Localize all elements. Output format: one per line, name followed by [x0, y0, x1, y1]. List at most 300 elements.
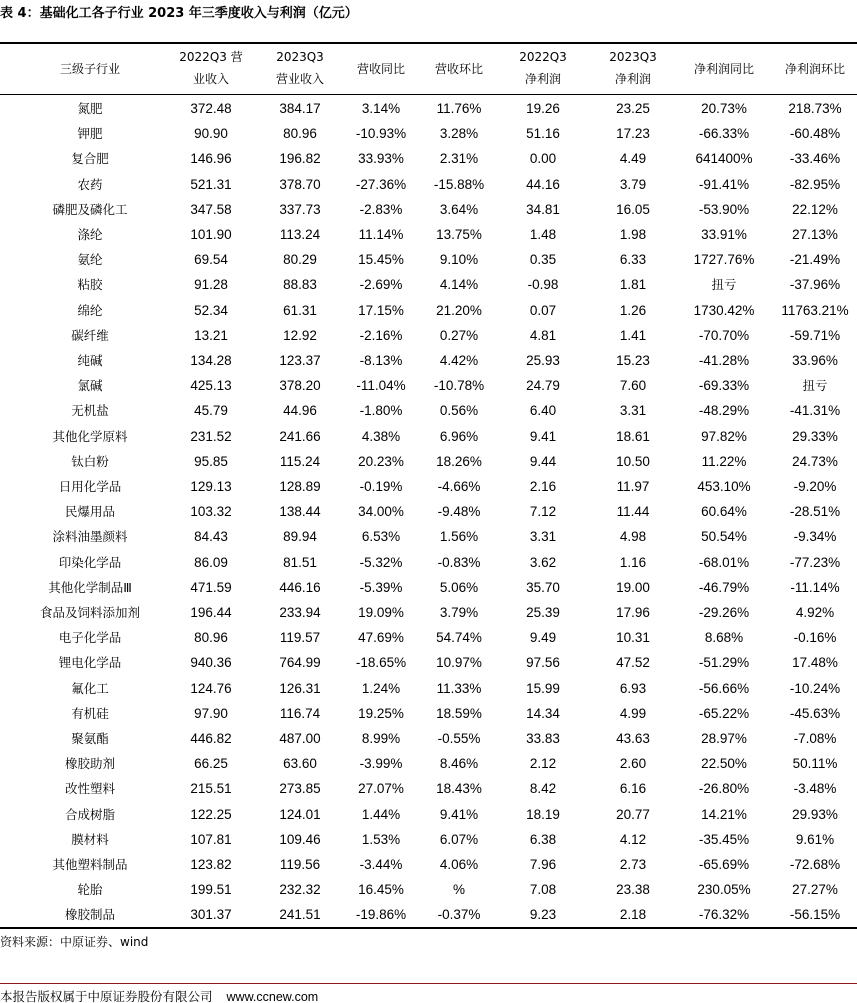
- table-cell: 119.57: [279, 630, 321, 646]
- row-label: 钾肥: [77, 126, 103, 142]
- table-cell: 33.83: [526, 731, 560, 746]
- table-cell: 97.82%: [701, 428, 747, 444]
- table-cell: 97.56: [526, 655, 560, 671]
- table-cell: 8.42: [529, 781, 557, 797]
- table-cell: -11.14%: [790, 579, 840, 595]
- header-cell: [171, 46, 251, 90]
- table-cell: 63.60: [283, 756, 317, 772]
- row-label: 有机硅: [71, 705, 109, 721]
- table-row: [0, 650, 857, 675]
- table-cell: 9.61%: [795, 831, 835, 847]
- table-cell: 15.23: [616, 353, 650, 368]
- table-row: [0, 449, 857, 474]
- table-cell: -5.32%: [359, 554, 403, 570]
- table-cell: 12.92: [283, 327, 317, 343]
- row-label: 日用化学品: [58, 479, 122, 494]
- row-label: 涤纶: [77, 227, 103, 242]
- table-cell: 47.69%: [358, 630, 404, 646]
- table-cell: -45.63%: [789, 705, 841, 721]
- table-cell: 19.09%: [358, 605, 404, 620]
- table-cell: 9.49: [529, 630, 557, 646]
- table-cell: 22.50%: [701, 756, 747, 772]
- table-cell: 126.31: [279, 680, 321, 696]
- table-cell: 34.00%: [358, 504, 404, 520]
- table-cell: 27.27%: [792, 882, 838, 898]
- table-cell: 1.48: [529, 227, 557, 242]
- row-label: 民爆用品: [64, 504, 115, 520]
- header-line-2: 净利润: [614, 72, 651, 86]
- table-cell: 103.32: [190, 504, 232, 520]
- header-line-1: 2022Q3: [519, 50, 567, 64]
- table-cell: 1.53%: [361, 831, 401, 847]
- table-cell: 241.66: [279, 428, 321, 444]
- table-cell: 66.25: [194, 756, 228, 772]
- table-cell: 138.44: [279, 504, 321, 520]
- table-cell: 6.93: [619, 680, 647, 696]
- table-cell: 54.74%: [436, 630, 482, 646]
- row-label: 纯碱: [77, 353, 103, 368]
- table-cell: -56.15%: [789, 907, 841, 923]
- table-cell: 9.41: [529, 428, 557, 444]
- table-cell: 123.82: [190, 857, 232, 872]
- table-cell: -46.79%: [698, 579, 750, 595]
- table-cell: 34.81: [526, 201, 560, 217]
- table-cell: 1.24%: [361, 680, 401, 696]
- table-cell: 9.41%: [439, 806, 479, 822]
- table-cell: -0.37%: [437, 907, 481, 923]
- table-cell: 84.43: [194, 529, 228, 545]
- table-cell: 28.97%: [701, 731, 747, 746]
- table-cell: 109.46: [279, 831, 321, 847]
- header-line-1: 2022Q3 营: [179, 50, 243, 64]
- table-cell: 90.90: [194, 126, 228, 142]
- table-cell: 16.45%: [358, 882, 404, 898]
- table-row: [0, 373, 857, 398]
- table-cell: 9.10%: [439, 252, 479, 268]
- table-cell: -5.39%: [359, 579, 403, 595]
- header-line-2: 业收入: [192, 72, 229, 86]
- table-cell: 27.07%: [358, 781, 404, 797]
- table-cell: 33.91%: [701, 227, 747, 242]
- table-cell: -9.20%: [793, 479, 837, 494]
- table-cell: 4.38%: [361, 428, 401, 444]
- table-cell: -15.88%: [433, 176, 485, 192]
- table-cell: -2.83%: [359, 201, 403, 217]
- table-cell: 11.33%: [436, 680, 482, 696]
- header-line-1: 2023Q3: [609, 50, 657, 64]
- table-row: [0, 802, 857, 827]
- table-cell: 116.74: [279, 705, 321, 721]
- row-label: 绵纶: [77, 302, 103, 318]
- table-cell: 61.31: [283, 302, 317, 318]
- row-label: 橡胶助剂: [64, 756, 115, 772]
- table-cell: -70.70%: [698, 327, 750, 343]
- table-cell: 18.19: [526, 806, 560, 822]
- table-cell: -35.45%: [698, 831, 750, 847]
- table-cell: 17.48%: [792, 655, 838, 671]
- row-label: 膜材料: [71, 831, 109, 847]
- table-cell: 378.20: [279, 378, 321, 394]
- table-cell: -18.65%: [355, 655, 407, 671]
- table-cell: 29.33%: [792, 428, 838, 444]
- table-cell: 7.12: [529, 504, 557, 520]
- table-cell: 9.23: [529, 907, 557, 923]
- table-cell: 2.60: [619, 756, 647, 772]
- table-cell: 233.94: [279, 605, 321, 620]
- table-cell: -3.44%: [359, 857, 403, 872]
- table-cell: 2.73: [619, 857, 647, 872]
- table-cell: 1.44%: [361, 806, 401, 822]
- table-cell: 124.76: [190, 680, 232, 696]
- row-label: 氯碱: [77, 378, 103, 394]
- table-row: [0, 398, 857, 423]
- table-cell: 425.13: [190, 378, 232, 394]
- table-cell: -11.04%: [356, 378, 406, 394]
- table-cell: 11.44: [616, 504, 650, 520]
- table-cell: 51.16: [526, 126, 560, 142]
- table-cell: 4.81: [529, 327, 557, 343]
- table-cell: 6.40: [529, 403, 557, 419]
- table-cell: 14.34: [526, 705, 560, 721]
- table-cell: 6.16: [619, 781, 647, 797]
- table-cell: 60.64%: [701, 504, 747, 520]
- table-cell: 446.16: [279, 579, 321, 595]
- table-cell: 17.23: [616, 126, 650, 142]
- table-cell: 940.36: [190, 655, 232, 671]
- table-row: [0, 877, 857, 902]
- table-cell: 4.14%: [439, 277, 479, 293]
- table-cell: 471.59: [190, 579, 232, 595]
- table-cell: -10.24%: [789, 680, 841, 696]
- table-cell: 1730.42%: [693, 302, 755, 318]
- table-cell: 24.73%: [792, 453, 838, 469]
- table-cell: 1.81: [619, 277, 647, 293]
- table-row: [0, 424, 857, 449]
- table-cell: 199.51: [190, 882, 232, 898]
- table-cell: -0.19%: [359, 479, 403, 494]
- table-cell: -41.28%: [698, 353, 750, 368]
- header-cell: [258, 46, 342, 90]
- table-row: [0, 172, 857, 197]
- table-cell: 337.73: [279, 201, 321, 217]
- row-label: 涂料油墨颜料: [52, 529, 128, 545]
- top-rule: [0, 42, 857, 44]
- table-cell: 641400%: [695, 151, 753, 167]
- row-label: 橡胶制品: [64, 907, 115, 923]
- table-cell: 1727.76%: [693, 252, 755, 268]
- table-cell: 5.06%: [439, 579, 479, 595]
- table-cell: 3.31: [529, 529, 557, 545]
- table-cell: 347.58: [190, 201, 232, 217]
- table-cell: -2.69%: [359, 277, 403, 293]
- table-cell: 88.83: [283, 277, 317, 293]
- row-label: 食品及饲料添加剂: [39, 605, 140, 620]
- table-cell: 0.35: [529, 252, 557, 268]
- table-cell: 1.98: [619, 227, 647, 242]
- row-label: 合成树脂: [64, 806, 115, 822]
- table-row: [0, 146, 857, 171]
- table-row: [0, 676, 857, 701]
- table-cell: -91.41%: [698, 176, 750, 192]
- table-cell: -48.29%: [698, 403, 750, 419]
- table-cell: 119.56: [279, 857, 321, 872]
- table-cell: 134.28: [190, 353, 232, 368]
- table-cell: 9.44: [529, 453, 557, 469]
- row-label: 碳纤维: [71, 327, 109, 343]
- row-label: 其他塑料制品: [52, 857, 128, 872]
- row-label: 氮肥: [77, 101, 103, 116]
- table-row: [0, 222, 857, 247]
- table-cell: 25.93: [526, 353, 560, 368]
- footer-url: www.ccnew.com: [226, 990, 319, 1003]
- table-cell: 47.52: [616, 655, 650, 671]
- table-cell: 18.43%: [436, 781, 482, 797]
- table-cell: 7.96: [529, 857, 557, 872]
- table-cell: 43.63: [616, 731, 650, 746]
- table-cell: -0.98: [527, 277, 559, 293]
- table-cell: 232.32: [279, 882, 321, 898]
- table-cell: 11.14%: [358, 227, 404, 242]
- table-cell: 301.37: [190, 907, 232, 923]
- table-row: [0, 524, 857, 549]
- table-cell: 20.73%: [701, 101, 747, 116]
- row-label: 农药: [77, 176, 103, 192]
- table-cell: -1.80%: [359, 403, 403, 419]
- table-cell: 80.29: [283, 252, 317, 268]
- table-cell: 6.38: [529, 831, 557, 847]
- table-cell: 3.79: [619, 176, 647, 192]
- table-cell: -65.22%: [698, 705, 750, 721]
- table-cell: 2.18: [619, 907, 647, 923]
- table-cell: -0.55%: [437, 731, 481, 746]
- table-row: [0, 197, 857, 222]
- table-cell: 69.54: [194, 252, 228, 268]
- table-row: [0, 902, 857, 927]
- row-label: 改性塑料: [64, 781, 115, 797]
- table-cell: 10.50: [616, 453, 650, 469]
- table-cell: 21.20%: [436, 302, 482, 318]
- table-row: [0, 625, 857, 650]
- table-row: [0, 726, 857, 751]
- table-row: [0, 499, 857, 524]
- table-row: [0, 776, 857, 801]
- table-cell: 107.81: [190, 831, 232, 847]
- table-cell: 14.21%: [701, 806, 747, 822]
- row-label: 电子化学品: [58, 630, 122, 646]
- table-cell: 3.64%: [439, 201, 479, 217]
- table-cell: 20.23%: [358, 453, 404, 469]
- table-cell: 19.25%: [358, 705, 404, 721]
- table-cell: 33.96%: [792, 353, 838, 368]
- table-cell: -0.83%: [437, 554, 481, 570]
- table-cell: 372.48: [190, 101, 232, 116]
- table-cell: 10.97%: [436, 655, 482, 671]
- table-cell: 33.93%: [358, 151, 404, 167]
- table-cell: 2.12: [529, 756, 557, 772]
- table-cell: 10.31: [616, 630, 650, 646]
- table-cell: -66.33%: [698, 126, 750, 142]
- table-cell: 7.60: [619, 378, 647, 394]
- header-label: 三级子行业: [59, 62, 120, 76]
- header-cell: [501, 46, 585, 90]
- header-cell: [677, 58, 771, 80]
- table-cell: -9.34%: [793, 529, 837, 545]
- table-cell: 4.49: [619, 151, 647, 167]
- table-cell: 15.45%: [358, 252, 404, 268]
- table-cell: 521.31: [190, 176, 232, 192]
- row-label: 其他化学制品Ⅲ: [48, 579, 132, 595]
- table-cell: -68.01%: [698, 554, 750, 570]
- table-cell: -41.31%: [789, 403, 841, 419]
- table-cell: 91.28: [194, 277, 228, 293]
- header-label: 净利润环比: [784, 62, 845, 76]
- table-cell: 0.07: [529, 302, 557, 318]
- table-cell: 扭亏: [802, 378, 828, 394]
- table-cell: 1.41: [619, 327, 647, 343]
- table-cell: 13.75%: [436, 227, 482, 242]
- table-cell: 3.14%: [361, 101, 401, 116]
- table-cell: -3.48%: [793, 781, 837, 797]
- table-row: [0, 852, 857, 877]
- table-cell: -29.26%: [698, 605, 750, 620]
- table-cell: -7.08%: [793, 731, 837, 746]
- row-label: 氨纶: [77, 252, 103, 268]
- table-cell: 215.51: [190, 781, 232, 797]
- table-cell: 1.16: [619, 554, 647, 570]
- table-cell: 3.79%: [439, 605, 479, 620]
- header-label: 净利润同比: [693, 62, 754, 76]
- table-cell: 3.31: [619, 403, 647, 419]
- table-cell: 4.42%: [439, 353, 479, 368]
- table-cell: 1.56%: [439, 529, 479, 545]
- table-cell: -76.32%: [698, 907, 750, 923]
- row-label: 聚氨酯: [71, 731, 109, 746]
- table-cell: 453.10%: [697, 479, 751, 494]
- table-row: [0, 701, 857, 726]
- table-cell: 95.85: [194, 453, 228, 469]
- table-cell: -2.16%: [359, 327, 403, 343]
- table-cell: 23.25: [616, 101, 650, 116]
- table-row: [0, 96, 857, 121]
- table-cell: 764.99: [279, 655, 321, 671]
- table-cell: -10.93%: [355, 126, 407, 142]
- table-cell: 6.96%: [439, 428, 479, 444]
- source-note: 资料来源：中原证券、wind: [0, 935, 149, 949]
- table-cell: 24.79: [526, 378, 560, 394]
- table-cell: 29.93%: [792, 806, 838, 822]
- footer-rule: [0, 983, 857, 984]
- table-row: [0, 751, 857, 776]
- table-cell: -56.66%: [698, 680, 750, 696]
- table-cell: -9.48%: [437, 504, 481, 520]
- table-cell: -4.66%: [437, 479, 481, 494]
- table-cell: 17.96: [616, 605, 650, 620]
- table-row: [0, 600, 857, 625]
- table-cell: 17.15%: [358, 302, 404, 318]
- row-label: 锂电化学品: [58, 655, 122, 671]
- table-cell: 16.05: [616, 201, 650, 217]
- header-label: 营收同比: [356, 62, 405, 76]
- table-cell: 0.27%: [439, 327, 479, 343]
- header-cell: [591, 46, 675, 90]
- table-cell: 81.51: [283, 554, 317, 570]
- header-cell: [420, 58, 498, 80]
- table-cell: 6.33: [619, 252, 647, 268]
- row-label: 无机盐: [71, 403, 109, 419]
- table-cell: 19.26: [526, 101, 560, 116]
- table-cell: 23.38: [616, 882, 650, 898]
- copyright-text: 本报告版权属于中原证券股份有限公司: [0, 990, 213, 1003]
- table-cell: -59.71%: [789, 327, 841, 343]
- table-cell: 3.28%: [439, 126, 479, 142]
- header-cell: [344, 58, 418, 80]
- table-row: [0, 474, 857, 499]
- table-row: [0, 323, 857, 348]
- table-cell: 146.96: [190, 151, 232, 167]
- table-cell: 8.46%: [439, 756, 479, 772]
- table-cell: 129.13: [190, 479, 232, 494]
- table-cell: 15.99: [526, 680, 560, 696]
- table-cell: -65.69%: [698, 857, 750, 872]
- row-label: 复合肥: [71, 151, 109, 167]
- table-cell: 8.99%: [361, 731, 401, 746]
- row-label: 氟化工: [71, 680, 109, 696]
- table-cell: 101.90: [190, 227, 232, 242]
- table-cell: -3.99%: [359, 756, 403, 772]
- row-label: 钛白粉: [71, 453, 109, 469]
- table-cell: 384.17: [279, 101, 321, 116]
- table-cell: 1.26: [619, 302, 647, 318]
- table-cell: 115.24: [279, 453, 321, 469]
- row-label: 磷肥及磷化工: [52, 201, 128, 217]
- table-cell: 11763.21%: [781, 302, 849, 318]
- table-cell: 44.16: [526, 176, 560, 192]
- table-cell: -72.68%: [789, 857, 841, 872]
- table-cell: 0.00: [529, 151, 557, 167]
- table-cell: 446.82: [190, 731, 232, 746]
- table-cell: 35.70: [526, 579, 560, 595]
- row-label: 印染化学品: [58, 554, 122, 570]
- table-cell: 50.11%: [792, 756, 838, 772]
- table-cell: 89.94: [283, 529, 317, 545]
- table-cell: 196.44: [190, 605, 232, 620]
- header-rule: [0, 94, 857, 95]
- table-cell: -19.86%: [355, 907, 407, 923]
- header-cell: [5, 58, 175, 80]
- table-cell: 13.21: [194, 327, 228, 343]
- table-cell: -82.95%: [789, 176, 841, 192]
- table-cell: 6.53%: [361, 529, 401, 545]
- table-cell: -69.33%: [698, 378, 750, 394]
- table-row: [0, 247, 857, 272]
- table-cell: -27.36%: [355, 176, 407, 192]
- table-cell: 11.97: [616, 479, 650, 494]
- table-cell: 4.98: [619, 529, 647, 545]
- table-cell: 25.39: [526, 605, 560, 620]
- table-cell: -33.46%: [789, 151, 841, 167]
- header-line-2: 营业收入: [275, 72, 324, 86]
- table-cell: 2.16: [529, 479, 557, 494]
- table-cell: 22.12%: [792, 201, 838, 217]
- table-row: [0, 121, 857, 146]
- table-cell: 18.59%: [436, 705, 482, 721]
- table-cell: 124.01: [279, 806, 321, 822]
- table-cell: -28.51%: [789, 504, 841, 520]
- table-row: [0, 550, 857, 575]
- table-cell: 4.92%: [795, 605, 835, 620]
- table-cell: 113.24: [279, 227, 321, 242]
- table-cell: 378.70: [279, 176, 321, 192]
